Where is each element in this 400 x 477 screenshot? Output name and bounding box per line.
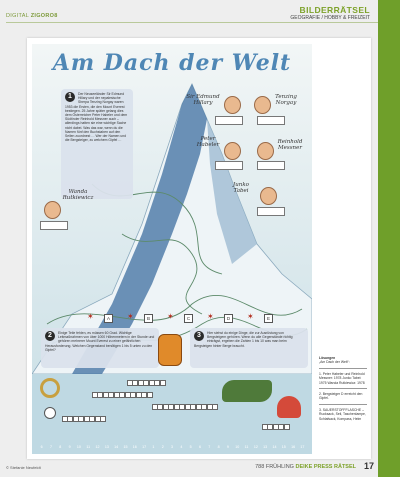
climber-name-hillary: Sir Edmund Hillary — [186, 94, 220, 106]
climber-portrait-tabei — [260, 187, 277, 205]
task-2-number: 2 — [45, 331, 55, 341]
picture-puzzle — [32, 44, 312, 454]
strip-number: 10 — [235, 445, 240, 449]
copyright: © Stefanie Neufeldt — [6, 465, 41, 470]
strip-number: 12 — [253, 445, 258, 449]
strip-number: 7 — [49, 445, 52, 449]
climber-portrait-habeler — [224, 142, 241, 160]
strip-number: 10 — [76, 445, 81, 449]
rope-letter-d: D — [224, 314, 233, 323]
solution-divider — [319, 388, 367, 389]
solution-title: Lösungen — [319, 356, 336, 360]
task-1-box — [61, 89, 133, 199]
climber-name-rutkiewicz: Wanda Rutkiewicz — [62, 189, 94, 201]
crossword-row — [127, 380, 166, 386]
letter-cell[interactable] — [284, 424, 290, 430]
section-sub: ZIGORO8 — [30, 13, 58, 19]
strip-number: 17 — [300, 445, 305, 449]
solution-number-strip — [37, 442, 307, 452]
strip-number: 16 — [291, 445, 296, 449]
task-2-text: Einige Teile fehlen, es müssen 60 Grad. Wichtige Leitmaßnahmen von über 1000 Höhenmetern in der Stunde und gehören mehrerer Mount Everest zu einer gefährlichen Herausforderung. Welchen Gegenstand benötigen 1 bis 5 unten zu den Gipfel? — [45, 331, 155, 352]
strip-number: 9 — [226, 445, 229, 449]
strip-number: 12 — [95, 445, 100, 449]
side-color-bar — [378, 0, 400, 477]
strip-number: 4 — [180, 445, 183, 449]
issue-prefix: 788 FRÜHLING — [255, 464, 294, 470]
strip-number: 13 — [263, 445, 268, 449]
crossword-row — [152, 404, 218, 410]
rope-letter-e: E — [264, 314, 273, 323]
climber-name-habeler: Peter Habeler — [196, 136, 220, 148]
crossword-row — [262, 424, 290, 430]
strip-number: 7 — [208, 445, 211, 449]
answer-box-tabei[interactable] — [257, 207, 285, 216]
climber-figure-icon: ✶ — [207, 312, 214, 321]
task-3-text: Hier siehst du einige Dinge, die zur Ausrüstung von Bergsteigern gehören. Wenn du alle Gegenstände richtig einträgst, ergeben die Zahlen 1 bis 10 was man beim Bergsteigen hinter Berge braucht. — [194, 331, 293, 348]
strip-number: 9 — [68, 445, 71, 449]
climber-name-norgay: Tenzing Norgay — [275, 94, 297, 106]
letter-cell[interactable] — [212, 404, 218, 410]
solution-item-3: 3. SAUERSTOFFFLASCHE – Rucksack, Seil, Taschenlampe, Schlafsack, Kompass, Helm — [319, 407, 366, 421]
solution-box — [319, 356, 367, 421]
sleeping-bag-icon — [222, 380, 272, 402]
strip-number: 1 — [152, 445, 155, 449]
climber-name-tabei: Junko Tabei — [233, 182, 249, 194]
crossword-row — [62, 416, 106, 422]
header-rule — [6, 22, 378, 23]
solution-divider — [319, 404, 367, 405]
issue-brand: DEIKE PRESS RÄTSEL — [295, 464, 356, 470]
section-label — [6, 13, 58, 19]
letter-cell[interactable] — [147, 392, 153, 398]
task-1-text: Der Neuseeländer Sir Edmund Hillary und der nepalesische Sherpa Tenzing Norgay waren 1953 die Ersten, die den Mount Everest bestiegen. 25 Jahre später gelang dies dem Österreicher Peter Habeler und dem Südtiroler Reinhold Messner auch – allerdings hatten sie eine wichtige Sache nicht dabei. Was das war, wenn du die Namen fünf den Buchstaben auf den Seilen zuordnest … Wer der Namen und die Bergsteiger, zu welchem Gipfel … — [65, 92, 128, 143]
letter-cell[interactable] — [100, 416, 106, 422]
issue-label — [255, 464, 356, 470]
strip-number: 6 — [40, 445, 43, 449]
page-title: BILDERRÄTSEL — [299, 5, 370, 15]
answer-box-rutkiewicz[interactable] — [40, 221, 68, 230]
rope-coil-icon — [40, 378, 60, 398]
answer-box-habeler[interactable] — [215, 161, 243, 170]
solution-quoted: „Am Dach der Welt“: — [319, 360, 350, 365]
strip-number: 11 — [86, 445, 91, 449]
helmet-icon — [277, 396, 301, 418]
page-number: 17 — [363, 461, 374, 471]
climber-figure-icon: ✶ — [87, 312, 94, 321]
strip-number: 2 — [161, 445, 164, 449]
solution-item-1: 1. Peter Habeler und Reinhold Messner: 1978 Junko Tabei: 1975 Wanda Rutkiewicz: 1978 — [319, 371, 365, 385]
strip-number: 13 — [104, 445, 109, 449]
task-2-box — [41, 328, 159, 368]
section-name: DIGITAL — [6, 13, 29, 19]
page-subtitle: GEOGRAFIE / HOBBY & FREIZEIT — [290, 15, 370, 21]
climber-portrait-rutkiewicz — [44, 201, 61, 219]
strip-number: 17 — [142, 445, 147, 449]
rope-letter-a: A — [104, 314, 113, 323]
answer-box-messner[interactable] — [257, 161, 285, 170]
strip-number: 8 — [217, 445, 220, 449]
task-1-number: 1 — [65, 92, 75, 102]
strip-number: 15 — [281, 445, 286, 449]
strip-number: 5 — [189, 445, 192, 449]
letter-cell[interactable] — [160, 380, 166, 386]
puzzle-title: Am Dach der Welt — [52, 50, 292, 76]
compass-icon — [44, 407, 56, 419]
strip-number: 8 — [59, 445, 62, 449]
answer-box-hillary[interactable] — [215, 116, 243, 125]
rope-letter-c: C — [184, 314, 193, 323]
strip-number: 6 — [198, 445, 201, 449]
climber-figure-icon: ✶ — [167, 312, 174, 321]
strip-number: 15 — [123, 445, 128, 449]
crossword-row — [92, 392, 153, 398]
climber-figure-icon: ✶ — [127, 312, 134, 321]
backpack-icon — [158, 334, 182, 366]
climber-portrait-hillary — [224, 96, 241, 114]
strip-number: 11 — [244, 445, 249, 449]
solution-item-2: 2. Bergsteiger D erreicht den Gipfel. — [319, 392, 363, 401]
strip-number: 14 — [114, 445, 119, 449]
strip-number: 14 — [272, 445, 277, 449]
solution-divider — [319, 368, 367, 369]
climber-name-messner: Reinhold Messner — [277, 139, 303, 151]
strip-number: 16 — [132, 445, 137, 449]
task-3-box — [190, 328, 308, 368]
magazine-page — [27, 38, 371, 459]
strip-number: 3 — [171, 445, 174, 449]
task-3-number: 3 — [194, 331, 204, 341]
answer-box-norgay[interactable] — [257, 116, 285, 125]
climber-figure-icon: ✶ — [247, 312, 254, 321]
rope-letter-b: B — [144, 314, 153, 323]
